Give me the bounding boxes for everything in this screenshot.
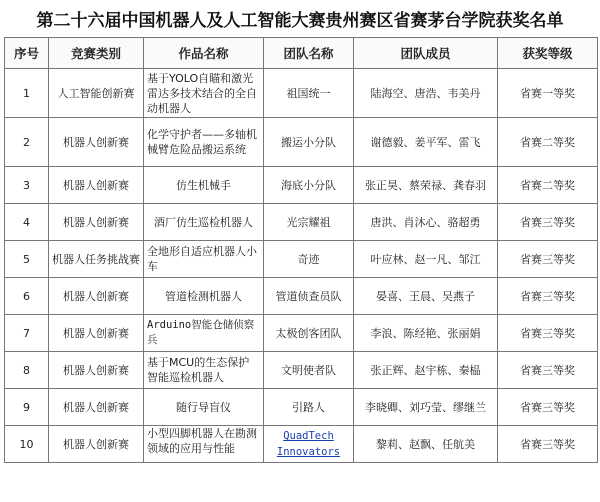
cell-work: 随行导盲仪: [144, 389, 264, 426]
header-row: [5, 38, 598, 69]
cell-award: 省赛二等奖: [498, 167, 598, 204]
cell-no: 7: [5, 315, 49, 352]
cell-members: 张正昊、蔡荣禄、龚春羽: [354, 167, 498, 204]
table-row: [5, 389, 598, 426]
cell-category: 机器人创新赛: [49, 352, 144, 389]
award-table: [4, 37, 598, 463]
header-no: 序号: [5, 38, 49, 69]
cell-category: 机器人创新赛: [49, 167, 144, 204]
cell-no: 4: [5, 204, 49, 241]
table-row: [5, 352, 598, 389]
cell-category: 机器人创新赛: [49, 315, 144, 352]
header-award: 获奖等级: [498, 38, 598, 69]
table-row: [5, 69, 598, 118]
cell-members: 李晓卿、刘巧莹、缪继兰: [354, 389, 498, 426]
table-row: [5, 315, 598, 352]
cell-no: 2: [5, 118, 49, 167]
cell-team: [264, 426, 354, 463]
table-row: [5, 204, 598, 241]
cell-no: 6: [5, 278, 49, 315]
cell-work: 管道检测机器人: [144, 278, 264, 315]
cell-team: 引路人: [264, 389, 354, 426]
cell-category: 机器人创新赛: [49, 204, 144, 241]
table-row: [5, 241, 598, 278]
cell-team: 搬运小分队: [264, 118, 354, 167]
cell-members: 唐洪、肖沐心、骆超勇: [354, 204, 498, 241]
cell-no: 8: [5, 352, 49, 389]
cell-category: 人工智能创新赛: [49, 69, 144, 118]
cell-members: 李浪、陈经艳、张丽娟: [354, 315, 498, 352]
cell-work: 化学守护者——多轴机械臂危险品搬运系统: [144, 118, 264, 167]
cell-award: 省赛三等奖: [498, 315, 598, 352]
cell-work: Arduino智能仓储侦察兵: [144, 315, 264, 352]
cell-category: 机器人创新赛: [49, 118, 144, 167]
page-title: 第二十六届中国机器人及人工智能大赛贵州赛区省赛茅台学院获奖名单: [36, 11, 564, 31]
cell-no: 5: [5, 241, 49, 278]
table-row: [5, 167, 598, 204]
cell-award: 省赛二等奖: [498, 118, 598, 167]
cell-work: 基于MCU的生态保护智能巡检机器人: [144, 352, 264, 389]
cell-work-text: 小型四脚机器人在勘测领域的应用与性能: [147, 427, 257, 455]
cell-work: [144, 426, 264, 463]
cell-team: 奇迹: [264, 241, 354, 278]
table-row: [5, 118, 598, 167]
cell-category: 机器人任务挑战赛: [49, 241, 144, 278]
cell-team: 文明使者队: [264, 352, 354, 389]
cell-award: 省赛三等奖: [498, 352, 598, 389]
cell-members: 叶应林、赵一凡、邹江: [354, 241, 498, 278]
cell-work: 全地形自适应机器人小车: [144, 241, 264, 278]
cell-award: 省赛三等奖: [498, 204, 598, 241]
cell-award: 省赛三等奖: [498, 426, 598, 463]
cell-no: 1: [5, 69, 49, 118]
table-row: [5, 278, 598, 315]
cell-award: 省赛一等奖: [498, 69, 598, 118]
cell-work: 酒厂仿生巡检机器人: [144, 204, 264, 241]
cell-team: 管道侦查员队: [264, 278, 354, 315]
cell-no: 3: [5, 167, 49, 204]
header-category: 竞赛类别: [49, 38, 144, 69]
cell-team: 太极创客团队: [264, 315, 354, 352]
cell-category: 机器人创新赛: [49, 426, 144, 463]
cell-members: 张正辉、赵宇栋、秦榀: [354, 352, 498, 389]
header-work: 作品名称: [144, 38, 264, 69]
cell-team: 海底小分队: [264, 167, 354, 204]
cell-team: 祖国统一: [264, 69, 354, 118]
cell-no: 10: [5, 426, 49, 463]
cell-category: 机器人创新赛: [49, 278, 144, 315]
cell-award: 省赛三等奖: [498, 278, 598, 315]
cell-category: 机器人创新赛: [49, 389, 144, 426]
cell-work: 基于YOLO自瞄和激光雷达多技术结合的全自动机器人: [144, 69, 264, 118]
cell-award: 省赛三等奖: [498, 389, 598, 426]
cell-members: 晏喜、王晨、吴燕子: [354, 278, 498, 315]
cell-members: 黎莉、赵飘、任航美: [354, 426, 498, 463]
header-members: 团队成员: [354, 38, 498, 69]
header-team: 团队名称: [264, 38, 354, 69]
cell-members: 陆海空、唐浩、韦美丹: [354, 69, 498, 118]
cell-no: 9: [5, 389, 49, 426]
cell-work: 仿生机械手: [144, 167, 264, 204]
cell-award: 省赛三等奖: [498, 241, 598, 278]
team-link[interactable]: QuadTech Innovators: [276, 430, 341, 458]
cell-team: 光宗耀祖: [264, 204, 354, 241]
table-row: [5, 426, 598, 463]
cell-members: 谢德毅、姜平军、雷飞: [354, 118, 498, 167]
